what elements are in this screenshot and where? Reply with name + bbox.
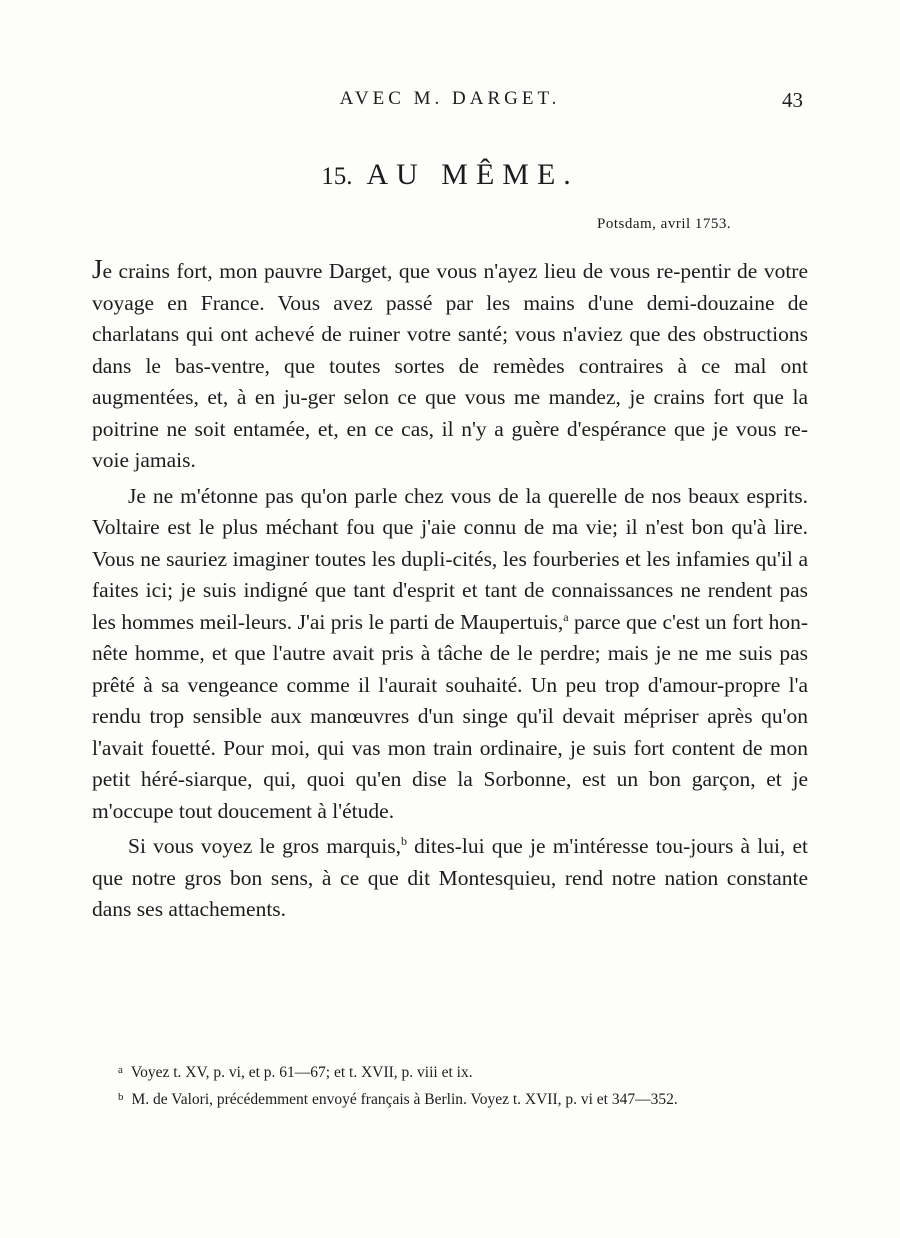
paragraph-3 (92, 831, 808, 926)
footnotes (118, 1058, 818, 1112)
letter-heading: AU MÊME. (366, 158, 579, 191)
page-number: 43 (782, 88, 803, 112)
letter-body (92, 254, 808, 926)
footnote-ref-b[interactable]: b (400, 834, 407, 848)
paragraph-2-text-b: parce que c'est un fort hon-nête homme, et que l'autre avait pris à tâche de le perdre; mais je ne me suis pas prêté à sa vengeance comme il l'aurait souhaité. Un peu trop d'amour-propre l'a rendu trop sensible aux manœuvres d'un singe qu'il devait mépriser après qu'on l'avait fouetté. Pour moi, qui vas mon train ordinaire, je suis fort content de mon petit héré-siarque, qui, quoi qu'en dise la Sorbonne, est un bon garçon, et je m'occupe tout doucement à l'étude. (92, 609, 808, 823)
footnote-ref-a[interactable]: a (563, 609, 569, 624)
paragraph-1-text: e crains fort, mon pauvre Darget, que vous n'ayez lieu de vous re-pentir de votre voyage en France. Vous avez passé par les mains d'une demi-douzaine de charlatans qui ont achevé de ruiner votre santé; vous n'aviez que des obstructions dans le bas-ventre, que toutes sortes de remèdes contraires à ce mal ont augmentées, et, à en ju-ger selon ce que vous me mandez, je crains fort que la poitrine ne soit entamée, et, en ce cas, il n'y a guère d'espérance que je vous re-voie jamais. (92, 259, 808, 472)
footnote-text: M. de Valori, précédemment envoyé français à Berlin. Voyez t. XVII, p. vi et 347—352. (131, 1091, 678, 1108)
paragraph-2-text-a: Je ne m'étonne pas qu'on parle chez vous de la querelle de nos beaux esprits. Voltaire est le plus méchant fou que j'aie connu de ma vie; il n'est bon qu'à lire. Vous ne sauriez imaginer toutes les dupli-cités, les fourberies et les infamies qu'il a faites ici; je suis indigné que tant d'esprit et tant de connaissances ne rendent pas les hommes meil-leurs. J'ai pris le parti de Maupertuis, (92, 483, 808, 634)
footnote-mark: b (118, 1091, 124, 1103)
footnote-a (118, 1058, 818, 1085)
paragraph-1 (92, 254, 808, 477)
footnote-mark: a (118, 1064, 123, 1076)
running-head: AVEC M. DARGET. (339, 88, 561, 109)
paragraph-2 (92, 481, 808, 828)
footnote-b (118, 1085, 818, 1112)
paragraph-3-text-a: Si vous voyez le gros marquis, (128, 834, 401, 858)
letter-number: 15. (321, 163, 353, 190)
drop-cap: J (92, 254, 103, 284)
footnote-text: Voyez t. XV, p. vi, et p. 61—67; et t. XVII, p. viii et ix. (130, 1064, 473, 1081)
paragraph-3-text-b: dites-lui que je m'intéresse tou-jours à lui, et que notre gros bon sens, à ce que dit Montesquieu, rend notre nation constante dans ses attachements. (92, 834, 808, 921)
letter-title (0, 158, 900, 192)
dateline: Potsdam, avril 1753. (597, 216, 732, 232)
